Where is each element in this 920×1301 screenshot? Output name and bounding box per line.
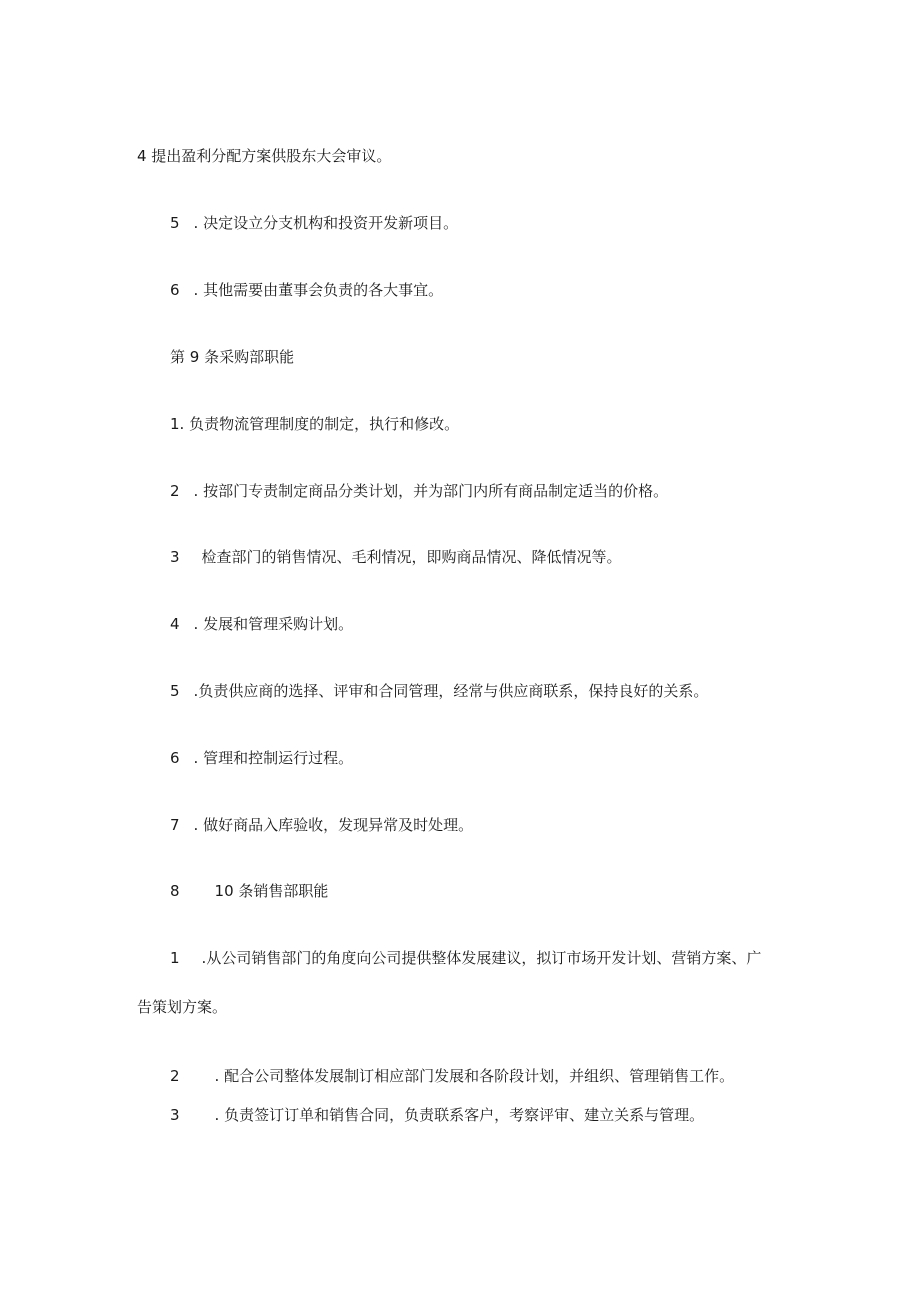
item-text: . 管理和控制运行过程。 (193, 749, 354, 767)
item-text: . 负责签订订单和销售合同，负责联系客户，考察评审、建立关系与管理。 (214, 1106, 705, 1124)
heading-text: 10 条销售部职能 (214, 882, 329, 900)
list-item-1b (170, 948, 761, 968)
heading-number: 8 (170, 882, 180, 900)
list-item-3b (170, 1105, 704, 1125)
item-text: . 做好商品入库验收，发现异常及时处理。 (193, 816, 474, 834)
item-number: 3 (170, 548, 180, 566)
item-number: 2 (170, 482, 180, 500)
list-item-7 (170, 815, 473, 835)
list-item-2b (170, 1066, 734, 1086)
item-text: 检查部门的销售情况、毛利情况，即购商品情况、降低情况等。 (201, 548, 622, 566)
item-text: . 其他需要由董事会负责的各大事宜。 (193, 281, 444, 299)
list-item-5b (170, 681, 708, 701)
paragraph-line-1 (137, 146, 391, 166)
list-item-2 (170, 481, 668, 501)
list-item-1b-continuation (137, 997, 227, 1017)
item-number: 6 (170, 281, 180, 299)
list-item-1 (170, 414, 459, 434)
item-text: . 配合公司整体发展制订相应部门发展和各阶段计划，并组织、管理销售工作。 (214, 1067, 735, 1085)
list-item-6 (170, 280, 443, 300)
item-number: 2 (170, 1067, 180, 1085)
item-number: 6 (170, 749, 180, 767)
heading-text: 第 9 条采购部职能 (170, 348, 295, 366)
item-number: 7 (170, 816, 180, 834)
section-heading-article-9 (170, 347, 294, 367)
item-number: 5 (170, 682, 180, 700)
list-item-4 (170, 614, 353, 634)
section-heading-article-10 (170, 881, 328, 901)
item-number: 1 (170, 949, 180, 967)
list-item-5 (170, 213, 458, 233)
item-text: .负责供应商的选择、评审和合同管理，经常与供应商联系，保持良好的关系。 (193, 682, 709, 700)
list-item-3 (170, 547, 622, 567)
item-text: . 按部门专责制定商品分类计划，并为部门内所有商品制定适当的价格。 (193, 482, 669, 500)
item-text: . 决定设立分支机构和投资开发新项目。 (193, 214, 459, 232)
item-number: 4 (170, 615, 180, 633)
list-item-6b (170, 748, 353, 768)
item-number: 5 (170, 214, 180, 232)
item-text: . 发展和管理采购计划。 (193, 615, 354, 633)
item-text: .从公司销售部门的角度向公司提供整体发展建议，拟订市场开发计划、营销方案、广 (201, 949, 762, 967)
item-text: 告策划方案。 (137, 998, 228, 1016)
item-text: 1. 负责物流管理制度的制定，执行和修改。 (170, 415, 460, 433)
item-number: 3 (170, 1106, 180, 1124)
line-text: 4 提出盈利分配方案供股东大会审议。 (137, 147, 392, 165)
